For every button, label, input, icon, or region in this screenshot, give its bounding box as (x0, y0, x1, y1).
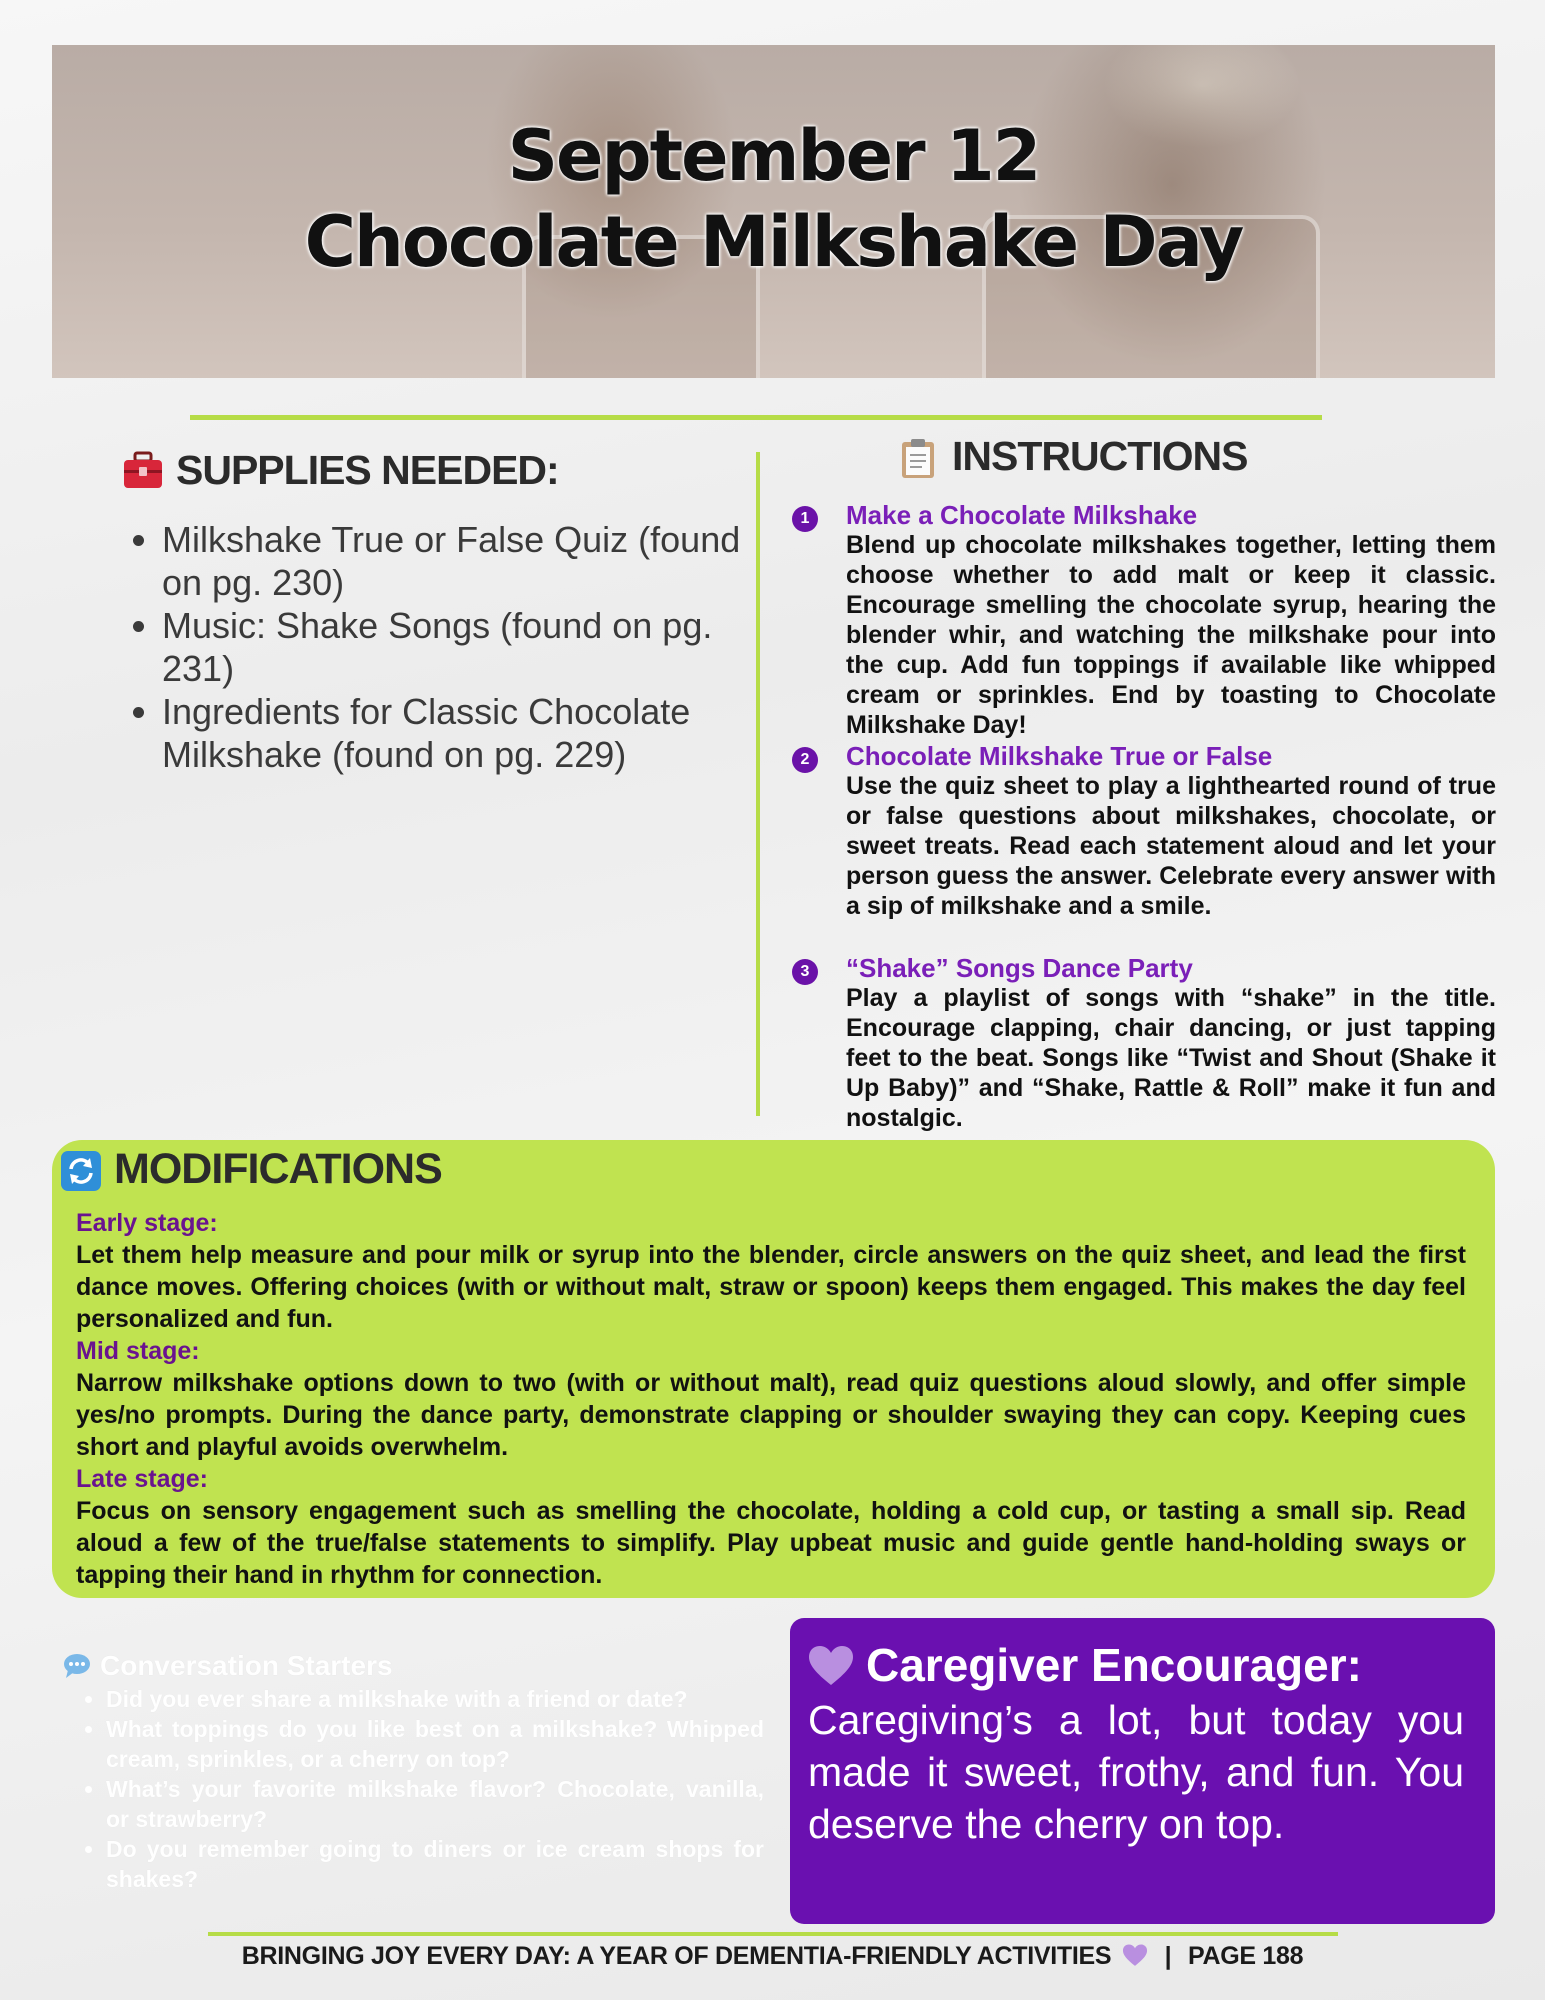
step-body: Play a playlist of songs with “shake” in the title. Encourage clapping, chair dancing, or just tapping feet to the beat. Songs like “Twist and Shout (Shake it Up Baby)” and “Shake, Rattle & Roll” make it fun and nostalgic. (846, 984, 1496, 1132)
page-title (52, 113, 1495, 285)
title-event: Chocolate Milkshake Day (304, 201, 1243, 283)
conversation-heading-text: Conversation Starters (100, 1650, 393, 1681)
list-item: • Did you ever share a milkshake with a friend or date? (106, 1684, 764, 1714)
refresh-icon (60, 1150, 102, 1190)
stage-label-early: Early stage: (76, 1209, 218, 1237)
step-title: “Shake” Songs Dance Party (846, 953, 1193, 983)
speech-bubble-icon (62, 1653, 92, 1679)
footer-separator: | (1164, 1942, 1172, 1970)
conversation-list (62, 1684, 764, 1894)
stage-text-late: Focus on sensory engagement such as smelling the chocolate, holding a cold cup, or tasting a small sip. Read aloud a few of the true/false statements to simplify. Play upbeat music and guide gentle hand-holding sways or tapping their hand in rhythm for connection. (76, 1497, 1466, 1589)
clipboard-icon (898, 437, 940, 477)
column-divider (756, 452, 760, 1116)
supplies-heading-text: SUPPLIES NEEDED: (176, 447, 559, 493)
header-banner (52, 45, 1495, 378)
page-footer (0, 1942, 1545, 1974)
supplies-heading (122, 447, 559, 494)
caregiver-heading (808, 1638, 1362, 1692)
footer-page-number: PAGE 188 (1187, 1942, 1304, 1970)
step-title: Make a Chocolate Milkshake (846, 500, 1198, 530)
step-number-badge: 2 (792, 747, 818, 773)
stage-label-late: Late stage: (76, 1465, 208, 1493)
top-divider (190, 415, 1322, 420)
modifications-heading-text: MODIFICATIONS (114, 1145, 442, 1193)
caregiver-heading-text: Caregiver Encourager: (866, 1639, 1362, 1691)
instruction-step-3 (790, 953, 1496, 1133)
step-body: Blend up chocolate milkshakes together, letting them choose whether to add malt or keep it classic. Encourage smelling the chocolate syrup, hearing the blender whir, and watching the milkshake pour into the cup. Add fun toppings if available like whipped cream or sprinkles. End by toasting to Chocolate Milkshake Day! (846, 531, 1496, 739)
list-item: • Do you remember going to diners or ice cream shops for shakes? (106, 1834, 764, 1894)
step-body: Use the quiz sheet to play a lighthearted round of true or false questions about milkshakes, chocolate, or sweet treats. Read each statement aloud and let your person guess the answer. Celebrate every answer with a sip of milkshake and a smile. (846, 772, 1496, 920)
list-item: • Music: Shake Songs (found on pg. 231) (162, 604, 782, 690)
conversation-heading (62, 1650, 393, 1682)
step-number-badge: 3 (792, 959, 818, 985)
modifications-body (76, 1207, 1466, 1591)
caregiver-text: Caregiving’s a lot, but today you made it sweet, frothy, and fun. You deserve the cherry on top. (808, 1697, 1464, 1847)
list-item: • Milkshake True or False Quiz (found on pg. 230) (162, 518, 782, 604)
modifications-heading (60, 1145, 442, 1194)
instruction-step-2 (790, 741, 1496, 921)
list-item: • What’s your favorite milkshake flavor? Chocolate, vanilla, or strawberry? (106, 1774, 764, 1834)
instruction-step-1 (790, 500, 1496, 740)
footer-heart-icon (1122, 1944, 1148, 1974)
footer-divider (208, 1932, 1338, 1936)
title-date: September 12 (507, 115, 1040, 197)
instructions-heading-text: INSTRUCTIONS (952, 433, 1248, 479)
step-title: Chocolate Milkshake True or False (846, 741, 1273, 771)
step-number-badge: 1 (792, 506, 818, 532)
footer-book-title: BRINGING JOY EVERY DAY: A YEAR OF DEMENTIA-FRIENDLY ACTIVITIES (241, 1942, 1112, 1970)
heart-icon (808, 1644, 854, 1686)
stage-label-mid: Mid stage: (76, 1337, 200, 1365)
instructions-heading (898, 433, 1248, 480)
stage-text-early: Let them help measure and pour milk or syrup into the blender, circle answers on the quiz sheet, and lead the first dance moves. Offering choices (with or without malt, straw or spoon) keeps them engaged. This makes the day feel personalized and fun. (76, 1241, 1466, 1333)
stage-text-mid: Narrow milkshake options down to two (with or without malt), read quiz questions aloud slowly, and offer simple yes/no prompts. During the dance party, demonstrate clapping or shoulder swaying they can copy. Keeping cues short and playful avoids overwhelm. (76, 1369, 1466, 1461)
list-item: • Ingredients for Classic Chocolate Milkshake (found on pg. 229) (162, 690, 782, 776)
supplies-list (120, 518, 782, 776)
list-item: • What toppings do you like best on a milkshake? Whipped cream, sprinkles, or a cherry on top? (106, 1714, 764, 1774)
toolbox-icon (122, 451, 164, 491)
